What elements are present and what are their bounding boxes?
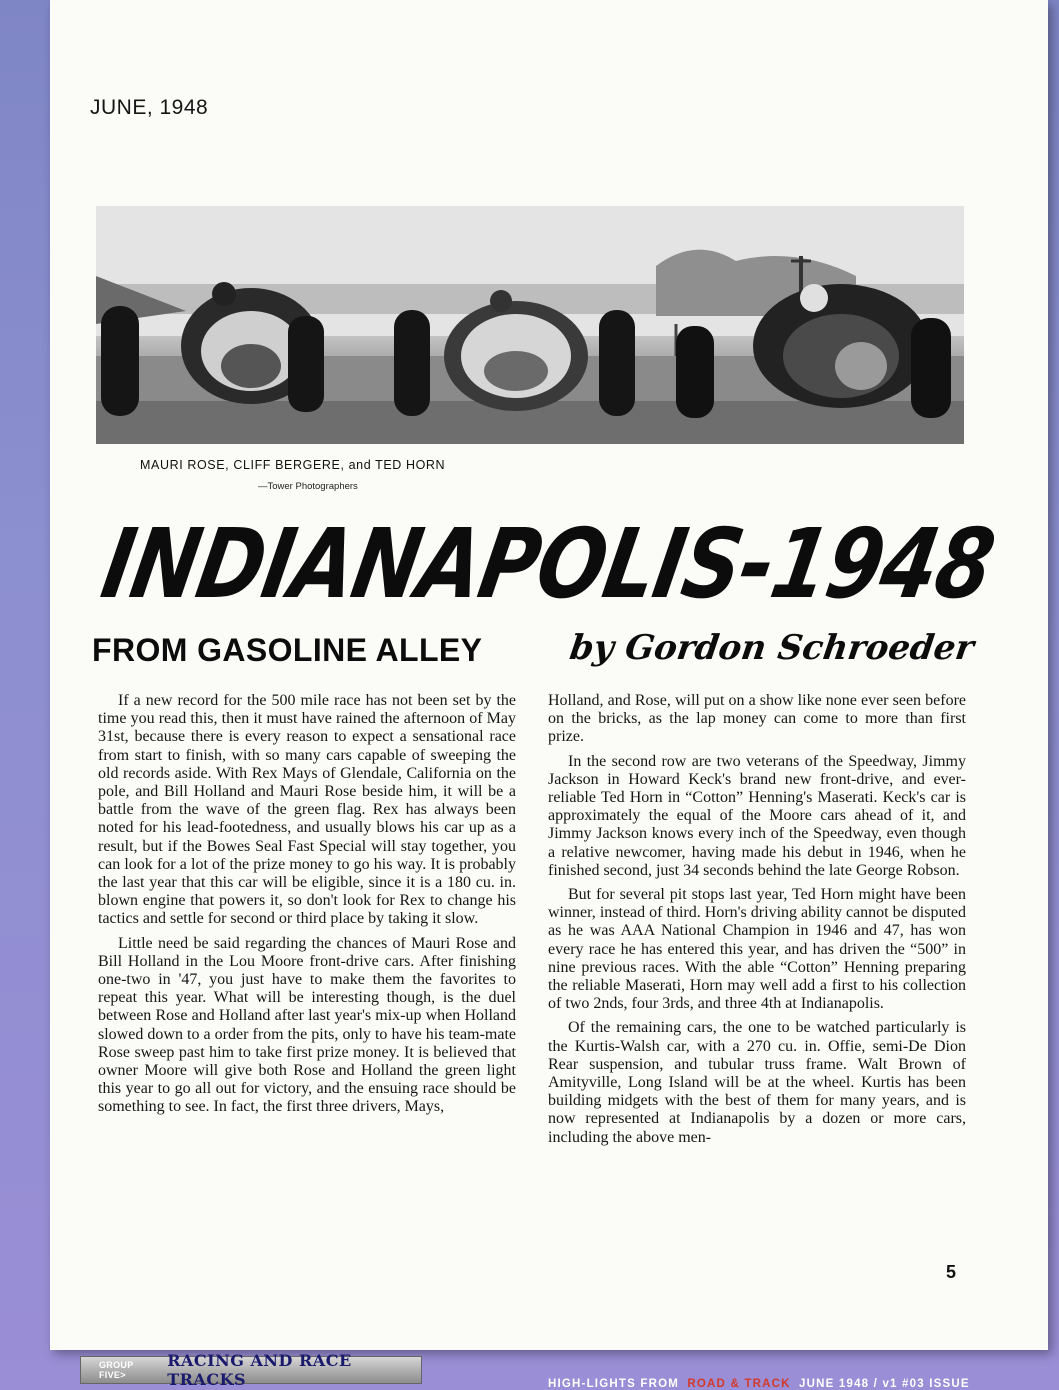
article-left-column (98, 692, 516, 1123)
article-headline: INDIANAPOLIS-1948 (94, 508, 1002, 620)
issue-footer (548, 1378, 970, 1390)
magazine-brand: ROAD & TRACK (687, 1378, 791, 1390)
section-tab[interactable] (80, 1351, 422, 1389)
article-subhead: FROM GASOLINE ALLEY (92, 632, 483, 668)
paragraph: Of the remaining cars, the one to be watched particularly is the Kurtis-Walsh car, with a 270 cu. in. Offie, semi-De Dion Rear suspension, and tubular truss frame. Walt Brown of Amityville, Long Island will be at the wheel. Kurtis has been building midgets with the best of them for many years, and is now represented at Indianapolis by a dozen or more cars, including the above men- (548, 1019, 966, 1146)
issue-label: JUNE 1948 / v1 #03 ISSUE (799, 1378, 970, 1390)
article-right-column (548, 692, 966, 1153)
highlights-prefix: HIGH-LIGHTS FROM (548, 1378, 679, 1390)
paragraph-continued: Holland, and Rose, will put on a show like none ever seen before on the bricks, as the lap money can come to more than first prize. (548, 692, 966, 746)
paragraph: But for several pit stops last year, Ted Horn might have been winner, instead of third. Horn's driving ability cannot be disputed as he was AAA National Champion in 1946 and 47, has won every race he has entered this year, and has driven the “500” in nine previous races. With the able “Cotton” Henning preparing the reliable Maserati, Horn may well add a first to his collection of two 2nds, four 3rds, and three 4th at Indianapolis. (548, 886, 966, 1013)
section-title: RACING AND RACE TRACKS (167, 1351, 352, 1389)
dateline: JUNE, 1948 (90, 96, 209, 119)
paragraph: In the second row are two veterans of the Speedway, Jimmy Jackson in Howard Keck's brand new front-drive, and ever-reliable Ted Horn in “Cotton” Henning's Maserati. Keck's car is approximately the equal of the Moore cars ahead of it, and Jimmy Jackson knows every inch of the Speedway, even though a relative newcomer, having made his debut in 1946, when he finished second, just 34 seconds behind the late George Robson. (548, 752, 966, 879)
photo-credit: —Tower Photographers (258, 481, 358, 492)
magazine-page (50, 0, 1048, 1350)
race-cars-illustration (96, 206, 964, 444)
group-label: GROUP FIVE> (99, 1360, 134, 1380)
paragraph: If a new record for the 500 mile race has not been set by the time you read this, then it must have rained the afternoon of May 31st, because there is every reason to expect a sensational race from start to finish, with so many cars capable of sweeping the old records aside. With Rex Mays of Glendale, California on the pole, and Bill Holland and Mauri Rose beside him, it will be a battle from the wave of the green flag. Rex has always been noted for his lead-footedness, and usually blows his car up as a result, but if the Bowes Seal Fast Special will stay together, you can look for a lot of the prize money to go his way. It is probably the last year that this car will be eligible, since it is a 180 cu. in. blown engine that powers it, so don't look for Rex to change his tactics and settle for second or third place by taking it slow. (98, 692, 516, 928)
article-byline: by Gordon Schroeder (567, 628, 977, 668)
page-number: 5 (946, 1262, 957, 1282)
race-cars-photo (96, 206, 964, 444)
paragraph: Little need be said regarding the chances of Mauri Rose and Bill Holland in the Lou Moore front-drive cars. After finishing one-two in '47, you just have to make them the favorites to repeat this year. What will be interesting though, is the duel between Rose and Holland after last year's mix-up when Holland slowed down to a order from the pits, only to have his team-mate Rose sweep past him to take first prize money. It is believed that owner Moore will give both Rose and Holland the green light this year to go all out for victory, and the ensuing race should be something to see. In fact, the first three drivers, Mays, (98, 934, 516, 1116)
photo-caption: MAURI ROSE, CLIFF BERGERE, and TED HORN (140, 458, 446, 472)
